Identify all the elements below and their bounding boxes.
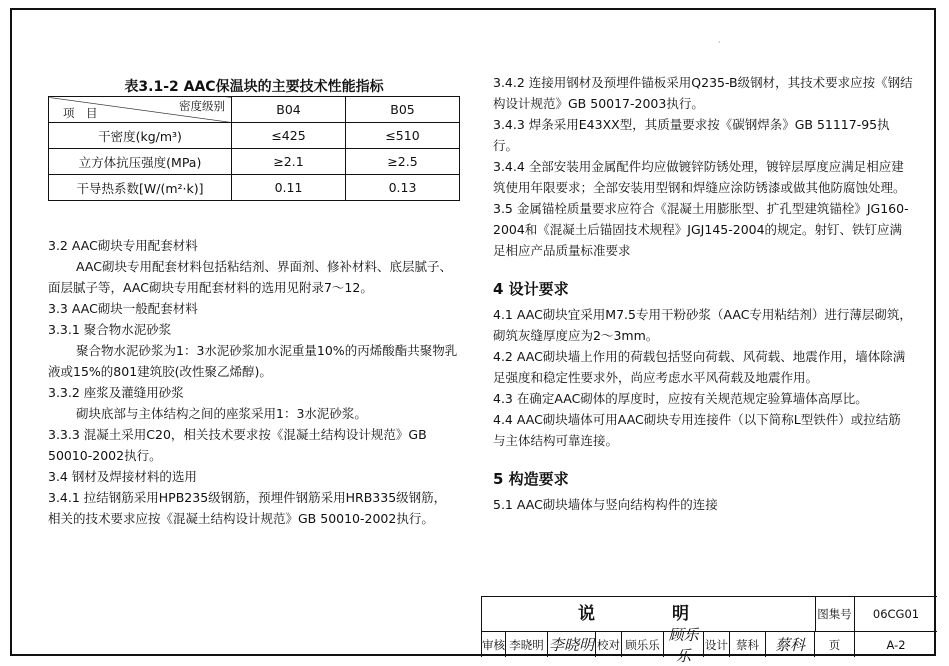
table-cell: ≤510 xyxy=(346,123,460,149)
table-row xyxy=(49,123,460,149)
clause: AAC砌块专用配套材料包括粘结剂、界面剂、修补材料、底层腻子、面层腻子等，AAC砌块专用配套材料的选用见附录7～12。 xyxy=(48,259,452,295)
header-item-label: 项 目 xyxy=(63,106,98,120)
title-block-top-row xyxy=(482,597,937,632)
clause: 砌块底部与主体结构之间的座浆采用1：3水泥砂浆。 xyxy=(76,406,367,421)
performance-table xyxy=(48,96,460,201)
clause: 3.4.1 拉结钢筋采用HPB235级钢筋，预埋件钢筋采用HRB335级钢筋，相关的技术要求应按《混凝土结构设计规范》GB 50010-2002执行。 xyxy=(48,490,447,526)
clause: 3.5 金属锚栓质量要求应符合《混凝土用膨胀型、扩孔型建筑锚栓》JG160-2004和《混凝土后锚固技术规程》JGJ145-2004的规定。射钉、铁钉应满足相应产品质量标准要求 xyxy=(493,201,909,258)
row-label: 干密度(kg/m³) xyxy=(49,123,232,149)
table-cell: ≥2.1 xyxy=(232,149,346,175)
header-grade-label: 密度级别 xyxy=(179,99,225,113)
clause: 4.2 AAC砌块墙上作用的荷载包括竖向荷载、风荷载、地震作用，墙体除满足强度和稳定性要求外，尚应考虑水平风荷载及地震作用。 xyxy=(493,349,906,385)
table-cell: ≤425 xyxy=(232,123,346,149)
design-label: 设计 xyxy=(704,632,730,657)
table-cell: ≥2.5 xyxy=(346,149,460,175)
row-label: 立方体抗压强度(MPa) xyxy=(49,149,232,175)
table-header-diagonal xyxy=(49,97,232,123)
designer-name: 蔡科 xyxy=(730,632,766,657)
clause: 3.3.3 混凝土采用C20，相关技术要求按《混凝土结构设计规范》GB 50010-2002执行。 xyxy=(48,427,427,463)
clause: 3.3.1 聚合物水泥砂浆 xyxy=(48,322,172,337)
clause: 4.3 在确定AAC砌体的厚度时，应按有关规范规定验算墙体高厚比。 xyxy=(493,391,868,406)
clause: 聚合物水泥砂浆为1：3水泥砂浆加水泥重量10%的丙烯酸酯共聚物乳液或15%的801建筑胶(改性聚乙烯醇)。 xyxy=(48,343,458,379)
title-block xyxy=(481,596,937,665)
clause: 3.2 AAC砌块专用配套材料 xyxy=(48,238,198,253)
row-label: 干导热系数[W/(m²·k)] xyxy=(49,175,232,201)
clause: 5.1 AAC砌块墙体与竖向结构构件的连接 xyxy=(493,497,718,512)
left-column xyxy=(48,235,458,529)
table-cell: 0.11 xyxy=(232,175,346,201)
table-cell: 0.13 xyxy=(346,175,460,201)
clause: 3.4.3 焊条采用E43XX型，其质量要求按《碳钢焊条》GB 51117-95执行。 xyxy=(493,117,890,153)
atlas-label: 图集号 xyxy=(815,597,855,631)
clause: 3.4 钢材及焊接材料的选用 xyxy=(48,469,197,484)
section-heading: 5 构造要求 xyxy=(493,470,569,488)
review-label: 审核 xyxy=(482,632,506,657)
clause: 3.3.2 座浆及灌缝用砂浆 xyxy=(48,385,184,400)
reviewer-signature: 李晓明 xyxy=(548,632,596,657)
table-header-row xyxy=(49,97,460,123)
clause: 4.4 AAC砌块墙体可用AAC砌块专用连接件（以下简称L型铁件）或拉结筋与主体结构可靠连接。 xyxy=(493,412,901,448)
designer-signature: 蔡科 xyxy=(766,632,815,657)
registration-mark: · xyxy=(718,38,721,47)
column-header: B05 xyxy=(346,97,460,123)
section-heading: 4 设计要求 xyxy=(493,280,569,298)
reviewer-name: 李晓明 xyxy=(506,632,548,657)
title-block-sign-row xyxy=(482,625,937,665)
clause: 3.4.4 全部安装用金属配件均应做镀锌防锈处理，镀锌层厚度应满足相应建筑使用年限要求；全部安装用型钢和焊缝应涂防锈漆或做其他防腐蚀处理。 xyxy=(493,159,906,195)
clause: 3.3 AAC砌块一般配套材料 xyxy=(48,301,198,316)
table-row xyxy=(49,149,460,175)
column-header: B04 xyxy=(232,97,346,123)
check-label: 校对 xyxy=(596,632,622,657)
checker-name: 顾乐乐 xyxy=(622,632,664,657)
table-row xyxy=(49,175,460,201)
clause: 3.4.2 连接用钢材及预埋件锚板采用Q235-B级钢材，其技术要求应按《钢结构设计规范》GB 50017-2003执行。 xyxy=(493,75,913,111)
right-column xyxy=(493,72,913,515)
table-title: 表3.1-2 AAC保温块的主要技术性能指标 xyxy=(124,79,384,95)
page-label: 页 xyxy=(815,632,855,657)
atlas-number: 06CG01 xyxy=(872,607,920,621)
clause: 4.1 AAC砌块宜采用M7.5专用干粉砂浆（AAC专用粘结剂）进行薄层砌筑，砌筑灰缝厚度应为2～3mm。 xyxy=(493,307,912,343)
checker-signature: 顾乐乐 xyxy=(664,632,704,657)
page-number: A-2 xyxy=(886,637,906,652)
drawing-title: 说 明 xyxy=(482,597,816,631)
